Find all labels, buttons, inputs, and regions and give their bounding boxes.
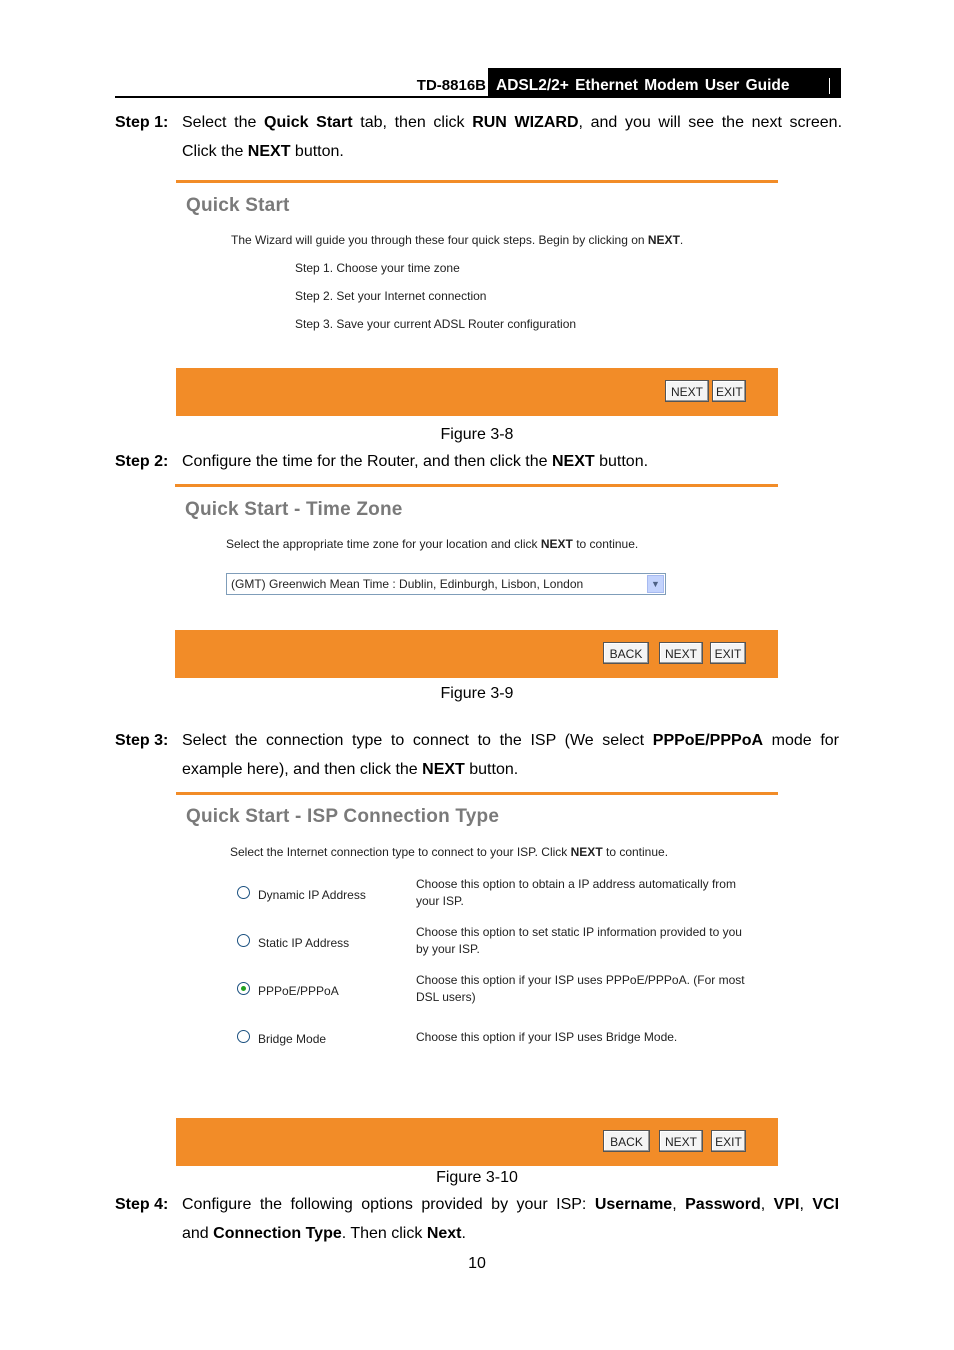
figure-caption: Figure 3-9: [440, 685, 514, 702]
wizard-intro-text: The Wizard will guide you through these four quick steps. Begin by clicking on NEXT.: [231, 233, 684, 247]
header-rule: [115, 96, 841, 98]
step3-text: Select the connection type to connect to the ISP (We select PPPoE/PPPoA mode for example here), and then click the NEXT button.: [182, 732, 840, 778]
time-zone-screenshot: [175, 484, 778, 678]
exit-button[interactable]: EXIT: [711, 1130, 746, 1152]
button-bar: [175, 630, 778, 678]
header-divider-tick: [829, 78, 830, 94]
connection-intro-text: Select the Internet connection type to connect to your ISP. Click NEXT to continue.: [230, 845, 669, 859]
step1-text: Select the Quick Start tab, then click RUN WIZARD, and you will see the next screen. Click the NEXT button.: [182, 114, 843, 160]
back-button[interactable]: BACK: [603, 1130, 650, 1152]
step4-text: Configure the following options provided by your ISP: Username, Password, VPI, VCI and Connection Type. Then click Next.: [182, 1196, 840, 1242]
figure-caption: Figure 3-8: [440, 426, 514, 443]
exit-button[interactable]: EXIT: [712, 380, 746, 402]
chevron-down-icon[interactable]: ▼: [647, 575, 664, 593]
quick-start-screenshot: [176, 180, 778, 416]
button-bar: [176, 1118, 778, 1166]
button-bar: [176, 368, 778, 416]
option-label: Dynamic IP Address: [258, 888, 366, 902]
step4-label: Step 4:: [115, 1196, 169, 1213]
time-zone-select[interactable]: [226, 573, 666, 595]
step2-label: Step 2:: [115, 453, 169, 470]
panel-title: Quick Start: [186, 195, 290, 216]
option-description: Choose this option to set static IP information provided to you by your ISP.: [416, 925, 742, 956]
panel-title: Quick Start - ISP Connection Type: [186, 806, 500, 827]
time-zone-intro-text: Select the appropriate time zone for your location and click NEXT to continue.: [226, 537, 639, 551]
time-zone-selected-value: (GMT) Greenwich Mean Time : Dublin, Edinburgh, Lisbon, London: [231, 577, 584, 591]
next-button[interactable]: NEXT: [665, 380, 709, 402]
manual-guide-title: ADSL2/2+ Ethernet Modem User Guide: [496, 77, 790, 94]
option-description: Choose this option if your ISP uses Bridge Mode.: [416, 1030, 678, 1044]
panel-top-rule: [176, 180, 778, 183]
isp-connection-screenshot: [176, 792, 778, 1167]
next-button[interactable]: NEXT: [659, 642, 703, 664]
wizard-step-item: Step 1. Choose your time zone: [295, 261, 460, 275]
exit-button[interactable]: EXIT: [710, 642, 746, 664]
option-description: Choose this option if your ISP uses PPPoE/PPPoA. (For most DSL users): [416, 973, 745, 1004]
option-label: PPPoE/PPPoA: [258, 984, 339, 998]
figure-caption: Figure 3-10: [436, 1169, 518, 1186]
next-button[interactable]: NEXT: [659, 1130, 703, 1152]
dynamic-ip-radio[interactable]: [237, 886, 250, 899]
pppoe-pppoa-radio[interactable]: [237, 982, 250, 995]
bridge-mode-radio[interactable]: [237, 1030, 250, 1043]
wizard-step-item: Step 3. Save your current ADSL Router configuration: [295, 317, 577, 331]
option-label: Bridge Mode: [258, 1032, 327, 1046]
manual-model-name: TD-8816B: [416, 77, 486, 94]
page-number: 10: [468, 1255, 486, 1272]
panel-top-rule: [176, 792, 778, 795]
step1-label: Step 1:: [115, 114, 169, 131]
step3-label: Step 3:: [115, 732, 169, 749]
panel-title: Quick Start - Time Zone: [185, 499, 403, 520]
panel-top-rule: [175, 484, 778, 487]
step2-text: Configure the time for the Router, and then click the NEXT button.: [182, 453, 649, 470]
option-label: Static IP Address: [258, 936, 350, 950]
static-ip-radio[interactable]: [237, 934, 250, 947]
option-description: Choose this option to obtain a IP address automatically from your ISP.: [416, 877, 736, 908]
wizard-step-item: Step 2. Set your Internet connection: [295, 289, 487, 303]
back-button[interactable]: BACK: [603, 642, 649, 664]
